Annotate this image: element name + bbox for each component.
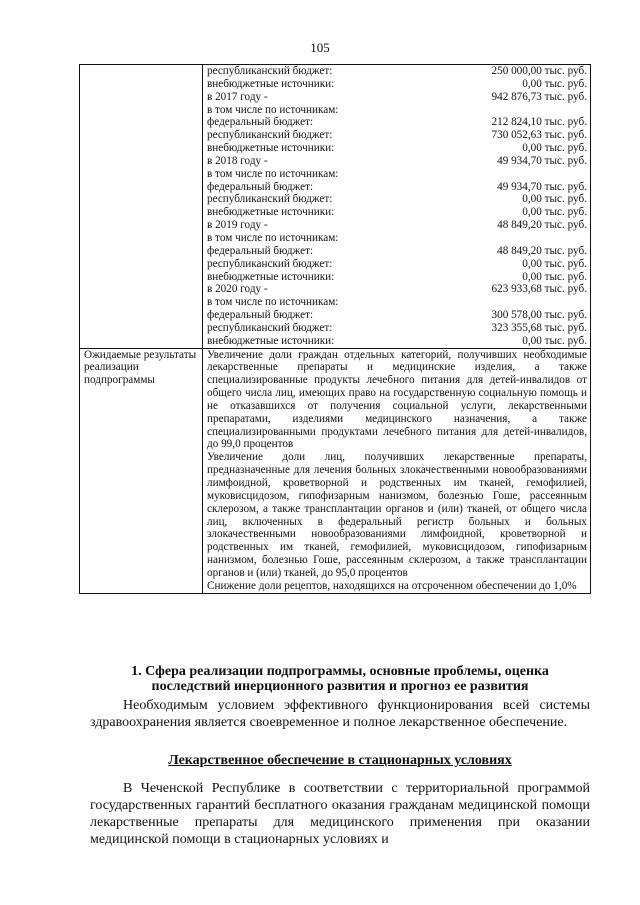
financing-line bbox=[207, 322, 587, 335]
financing-cell bbox=[203, 65, 591, 349]
financing-line bbox=[207, 104, 587, 117]
financing-line bbox=[207, 283, 587, 296]
financing-line-label: в том числе по источникам: bbox=[207, 167, 339, 180]
financing-line bbox=[207, 219, 587, 232]
financing-line-amount: 0,00 тыс. руб. bbox=[522, 193, 587, 206]
financing-line-amount: 250 000,00 тыс. руб. bbox=[491, 65, 587, 77]
financing-line bbox=[207, 335, 587, 348]
financing-line-label: в том числе по источникам: bbox=[207, 103, 339, 116]
financing-line-label: в том числе по источникам: bbox=[207, 231, 339, 244]
financing-line-label: внебюджетные источники: bbox=[207, 270, 335, 283]
financing-line-amount: 623 933,68 тыс. руб. bbox=[491, 283, 587, 296]
financing-line bbox=[207, 232, 587, 245]
financing-line-amount: 942 876,73 тыс. руб. bbox=[491, 90, 587, 103]
section-subheading: Лекарственное обеспечение в стационарных условиях bbox=[168, 753, 512, 768]
results-row bbox=[80, 348, 591, 593]
result-item: Снижение доли рецептов, находящихся на отсроченном обеспечении до 1,0% bbox=[207, 579, 577, 592]
financing-line-label: федеральный бюджет: bbox=[207, 116, 314, 129]
financing-line-amount: 0,00 тыс. руб. bbox=[522, 270, 587, 283]
financing-line-label: в том числе по источникам: bbox=[207, 296, 339, 309]
financing-line-amount: 323 355,68 тыс. руб. bbox=[491, 321, 587, 334]
page-number: 105 bbox=[310, 40, 330, 55]
financing-line-amount: 49 934,70 тыс. руб. bbox=[497, 154, 587, 167]
financing-label-cell bbox=[80, 65, 203, 349]
result-item: Увеличение доли граждан отдельных категорий, получивших необходимые лекарственные препараты и медицинские изделия, а также специализированные продукты лечебного питания для детей-инвалидов от общего числа лиц, имеющих право на государственную социальную помощь и не отказавшихся от получения социальной услуги, лекарственными препаратами, изделиями медицинского назначения, а также специализированными продуктами лечебного питания для детей-инвалидов, до 99,0 процентов bbox=[207, 348, 587, 451]
financing-line bbox=[207, 91, 587, 104]
financing-line bbox=[207, 245, 587, 258]
financing-line-amount: 212 824,10 тыс. руб. bbox=[491, 116, 587, 129]
financing-line-label: в 2017 году - bbox=[207, 90, 268, 103]
financing-line-label: федеральный бюджет: bbox=[207, 180, 314, 193]
financing-line bbox=[207, 296, 587, 309]
body-paragraph: Необходимым условием эффективного функционирования всей системы здравоохранения является своевременное и полное лекарственное обеспечение. bbox=[90, 698, 590, 730]
financing-line-label: внебюджетные источники: bbox=[207, 334, 335, 347]
financing-line-amount: 0,00 тыс. руб. bbox=[522, 334, 587, 347]
financing-line-amount: 0,00 тыс. руб. bbox=[522, 77, 587, 90]
financing-line-amount: 49 934,70 тыс. руб. bbox=[497, 180, 587, 193]
financing-line bbox=[207, 168, 587, 181]
financing-line bbox=[207, 116, 587, 129]
financing-line-label: республиканский бюджет: bbox=[207, 257, 333, 270]
financing-line-label: в 2018 году - bbox=[207, 154, 268, 167]
financing-line-label: республиканский бюджет: bbox=[207, 129, 333, 142]
financing-line bbox=[207, 155, 587, 168]
financing-line bbox=[207, 65, 587, 78]
financing-line-label: федеральный бюджет: bbox=[207, 309, 314, 322]
subprogram-passport-table bbox=[79, 64, 591, 594]
financing-line-label: республиканский бюджет: bbox=[207, 321, 333, 334]
financing-line-label: в 2020 году - bbox=[207, 283, 268, 296]
financing-line bbox=[207, 271, 587, 284]
financing-line bbox=[207, 78, 587, 91]
financing-line bbox=[207, 309, 587, 322]
results-cell bbox=[203, 348, 591, 593]
financing-line bbox=[207, 181, 587, 194]
section-title: 1. Сфера реализации подпрограммы, основные проблемы, оценка последствий инерционного развития и прогноз ее развития bbox=[131, 664, 549, 694]
body-paragraph: В Чеченской Республике в соответствии с территориальной программой государственных гарантий бесплатного оказания гражданам медицинской помощи лекарственные препараты для медицинского применения при оказании медицинской помощи в стационарных условиях и bbox=[90, 781, 590, 847]
financing-line-label: внебюджетные источники: bbox=[207, 142, 335, 155]
financing-lines bbox=[207, 65, 587, 348]
financing-line-label: республиканский бюджет: bbox=[207, 65, 333, 77]
financing-line bbox=[207, 193, 587, 206]
financing-line bbox=[207, 142, 587, 155]
financing-line-label: внебюджетные источники: bbox=[207, 77, 335, 90]
financing-line-amount: 48 849,20 тыс. руб. bbox=[497, 219, 587, 232]
financing-line bbox=[207, 206, 587, 219]
financing-line bbox=[207, 258, 587, 271]
results-label: Ожидаемые результаты реализации подпрограммы bbox=[80, 348, 203, 593]
result-item: Увеличение доли лиц, получивших лекарственные препараты, предназначенные для лечения больных злокачественными новообразованиями лимфоидной, кроветворной и родственных им тканей, гемофилией, муковисцидозом, гипофизарным нанизмом, болезнью Гоше, рассеянным склерозом, а также трансплантации органов и (или) тканей, от общего числа лиц, включенных в федеральный регистр больных и больных злокачественными новообразованиями лимфоидной, кроветворной и родственных им тканей, гемофилией, муковисцидозом, гипофизарным нанизмом, болезнью Гоше, рассеянным склерозом, а также трансплантации органов и (или) тканей, до 95,0 процентов bbox=[207, 451, 587, 579]
financing-row bbox=[80, 65, 591, 349]
financing-line-amount: 0,00 тыс. руб. bbox=[522, 257, 587, 270]
financing-line-label: в 2019 году - bbox=[207, 219, 268, 232]
financing-line bbox=[207, 129, 587, 142]
financing-line-amount: 300 578,00 тыс. руб. bbox=[491, 309, 587, 322]
financing-line-amount: 730 052,63 тыс. руб. bbox=[491, 129, 587, 142]
financing-line-label: федеральный бюджет: bbox=[207, 244, 314, 257]
financing-line-label: внебюджетные источники: bbox=[207, 206, 335, 219]
financing-line-label: республиканский бюджет: bbox=[207, 193, 333, 206]
financing-line-amount: 48 849,20 тыс. руб. bbox=[497, 244, 587, 257]
financing-line-amount: 0,00 тыс. руб. bbox=[522, 142, 587, 155]
financing-line-amount: 0,00 тыс. руб. bbox=[522, 206, 587, 219]
